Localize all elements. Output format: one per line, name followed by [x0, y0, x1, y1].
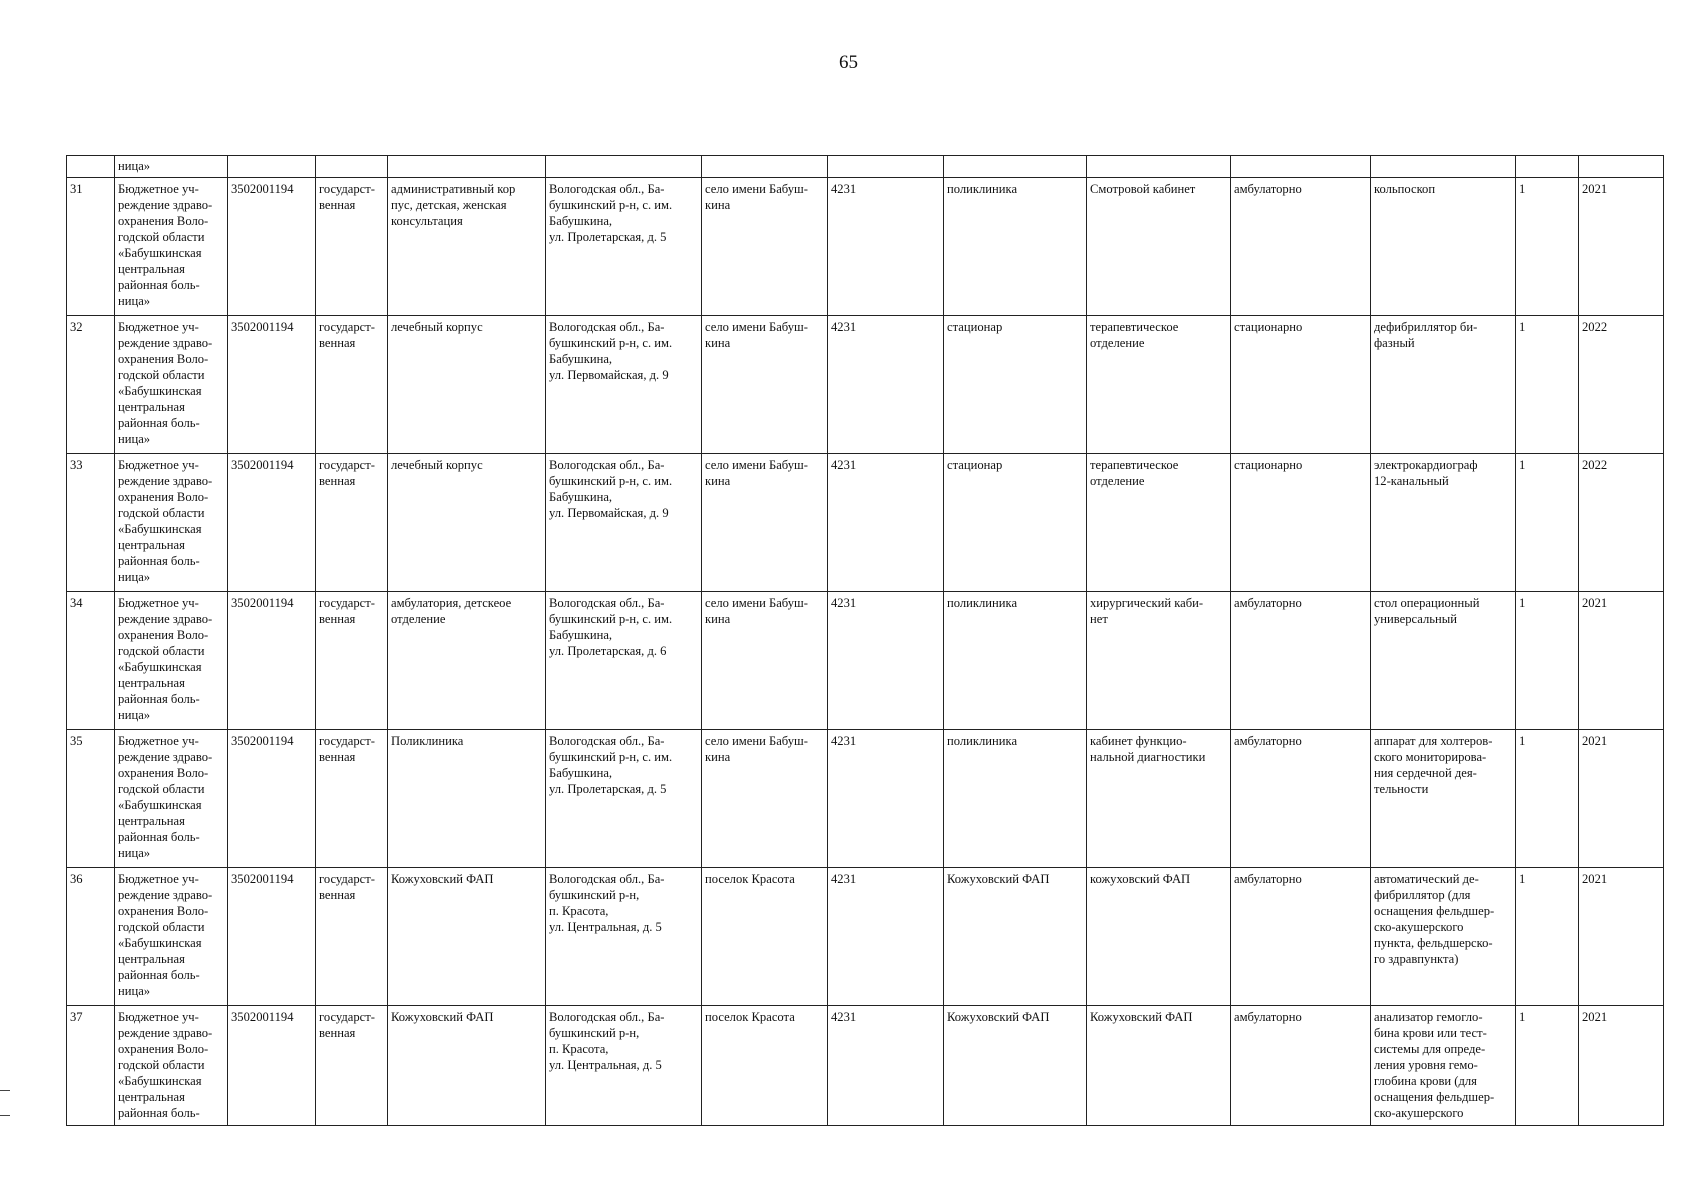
cell-org: Бюджетное уч- реждение здраво- охранения Воло- годской области «Бабушкинская центральная районная боль-	[115, 1006, 228, 1126]
cell-dept: хирургический каби- нет	[1087, 592, 1231, 730]
table-row	[67, 178, 1664, 316]
cell-org: Бюджетное уч- реждение здраво- охранения Воло- годской области «Бабушкинская центральная районная боль- ница»	[115, 316, 228, 454]
cell-building: Кожуховский ФАП	[388, 868, 546, 1006]
cell-form: государст- венная	[316, 592, 388, 730]
cell-code: 4231	[828, 592, 944, 730]
table-row	[67, 592, 1664, 730]
cell-code: 4231	[828, 868, 944, 1006]
table-row	[67, 730, 1664, 868]
cell-dept: Кожуховский ФАП	[1087, 1006, 1231, 1126]
cell-mode: стационарно	[1231, 454, 1371, 592]
cell-year: 2021	[1579, 1006, 1664, 1126]
cell-org: Бюджетное уч- реждение здраво- охранения Воло- годской области «Бабушкинская центральная районная боль- ница»	[115, 868, 228, 1006]
continuation-row	[67, 156, 1664, 178]
cell-year: 2022	[1579, 316, 1664, 454]
cell-building: Поликлиника	[388, 730, 546, 868]
cell-mode: амбулаторно	[1231, 178, 1371, 316]
cell-address: Вологодская обл., Ба- бушкинский р-н, п. Красота, ул. Центральная, д. 5	[546, 868, 702, 1006]
margin-mark	[0, 1090, 10, 1091]
cell-unit: Кожуховский ФАП	[944, 868, 1087, 1006]
cell-address: Вологодская обл., Ба- бушкинский р-н, с. им. Бабушкина, ул. Пролетарская, д. 6	[546, 592, 702, 730]
cell-qty: 1	[1516, 178, 1579, 316]
equipment-table	[66, 155, 1664, 1126]
cell-address	[546, 156, 702, 178]
cell-unit: Кожуховский ФАП	[944, 1006, 1087, 1126]
cell-code: 4231	[828, 316, 944, 454]
cell-code: 4231	[828, 1006, 944, 1126]
cell-code: 4231	[828, 454, 944, 592]
cell-dept	[1087, 156, 1231, 178]
cell-qty: 1	[1516, 592, 1579, 730]
cell-locality	[702, 156, 828, 178]
cell-inn: 3502001194	[228, 868, 316, 1006]
cell-num: 32	[67, 316, 115, 454]
cell-code: 4231	[828, 178, 944, 316]
cell-equipment	[1371, 156, 1516, 178]
cell-qty	[1516, 156, 1579, 178]
cell-org: Бюджетное уч- реждение здраво- охранения Воло- годской области «Бабушкинская центральная районная боль- ница»	[115, 178, 228, 316]
cell-locality: поселок Красота	[702, 868, 828, 1006]
cell-num: 37	[67, 1006, 115, 1126]
cell-locality: село имени Бабуш- кина	[702, 592, 828, 730]
table-row	[67, 454, 1664, 592]
cell-year: 2022	[1579, 454, 1664, 592]
cell-mode: амбулаторно	[1231, 1006, 1371, 1126]
cell-unit: стационар	[944, 316, 1087, 454]
cell-org: Бюджетное уч- реждение здраво- охранения Воло- годской области «Бабушкинская центральная районная боль- ница»	[115, 730, 228, 868]
cell-unit: стационар	[944, 454, 1087, 592]
cell-form: государст- венная	[316, 178, 388, 316]
cell-equipment: аппарат для холтеров- ского мониторирова- ния сердечной дея- тельности	[1371, 730, 1516, 868]
cell-org: Бюджетное уч- реждение здраво- охранения Воло- годской области «Бабушкинская центральная районная боль- ница»	[115, 454, 228, 592]
cell-equipment: электрокардиограф 12-канальный	[1371, 454, 1516, 592]
cell-dept: терапевтическое отделение	[1087, 454, 1231, 592]
cell-num	[67, 156, 115, 178]
cell-num: 35	[67, 730, 115, 868]
cell-building: административный кор пус, детская, женская консультация	[388, 178, 546, 316]
cell-building: амбулатория, детскеое отделение	[388, 592, 546, 730]
cell-address: Вологодская обл., Ба- бушкинский р-н, с. им. Бабушкина, ул. Пролетарская, д. 5	[546, 730, 702, 868]
cell-equipment: автоматический де- фибриллятор (для оснащения фельдшер- ско-акушерского пункта, фельдшерско- го здравпункта)	[1371, 868, 1516, 1006]
cell-unit	[944, 156, 1087, 178]
cell-form	[316, 156, 388, 178]
cell-locality: село имени Бабуш- кина	[702, 178, 828, 316]
cell-address: Вологодская обл., Ба- бушкинский р-н, с. им. Бабушкина, ул. Первомайская, д. 9	[546, 316, 702, 454]
cell-locality: село имени Бабуш- кина	[702, 730, 828, 868]
cell-dept: кожуховский ФАП	[1087, 868, 1231, 1006]
cell-year	[1579, 156, 1664, 178]
cell-unit: поликлиника	[944, 178, 1087, 316]
cell-inn: 3502001194	[228, 316, 316, 454]
cell-form: государст- венная	[316, 868, 388, 1006]
cell-unit: поликлиника	[944, 592, 1087, 730]
cell-address: Вологодская обл., Ба- бушкинский р-н, с. им. Бабушкина, ул. Пролетарская, д. 5	[546, 178, 702, 316]
table-row	[67, 868, 1664, 1006]
cell-qty: 1	[1516, 316, 1579, 454]
cell-code	[828, 156, 944, 178]
cell-inn: 3502001194	[228, 592, 316, 730]
cell-dept: Смотровой кабинет	[1087, 178, 1231, 316]
cell-num: 33	[67, 454, 115, 592]
cell-building: лечебный корпус	[388, 454, 546, 592]
cell-locality: село имени Бабуш- кина	[702, 454, 828, 592]
cell-locality: поселок Красота	[702, 1006, 828, 1126]
cell-form: государст- венная	[316, 1006, 388, 1126]
cell-qty: 1	[1516, 730, 1579, 868]
cell-year: 2021	[1579, 730, 1664, 868]
cell-inn	[228, 156, 316, 178]
cell-form: государст- венная	[316, 454, 388, 592]
cell-dept: терапевтическое отделение	[1087, 316, 1231, 454]
cell-mode: амбулаторно	[1231, 730, 1371, 868]
cell-num: 34	[67, 592, 115, 730]
cell-org: ница»	[115, 156, 228, 178]
cell-year: 2021	[1579, 178, 1664, 316]
cell-qty: 1	[1516, 1006, 1579, 1126]
cell-equipment: стол операционный универсальный	[1371, 592, 1516, 730]
cell-qty: 1	[1516, 454, 1579, 592]
cell-equipment: анализатор гемогло- бина крови или тест- системы для опреде- ления уровня гемо- глобина крови (для оснащения фельдшер- ско-акушерского	[1371, 1006, 1516, 1126]
cell-dept: кабинет функцио- нальной диагностики	[1087, 730, 1231, 868]
cell-building: Кожуховский ФАП	[388, 1006, 546, 1126]
cell-inn: 3502001194	[228, 1006, 316, 1126]
cell-building: лечебный корпус	[388, 316, 546, 454]
cell-num: 36	[67, 868, 115, 1006]
cell-num: 31	[67, 178, 115, 316]
margin-mark	[0, 1115, 10, 1116]
cell-mode: стационарно	[1231, 316, 1371, 454]
cell-form: государст- венная	[316, 730, 388, 868]
cell-equipment: дефибриллятор би- фазный	[1371, 316, 1516, 454]
cell-year: 2021	[1579, 868, 1664, 1006]
cell-inn: 3502001194	[228, 178, 316, 316]
cell-mode: амбулаторно	[1231, 592, 1371, 730]
cell-building	[388, 156, 546, 178]
cell-org: Бюджетное уч- реждение здраво- охранения Воло- годской области «Бабушкинская центральная районная боль- ница»	[115, 592, 228, 730]
cell-inn: 3502001194	[228, 730, 316, 868]
cell-qty: 1	[1516, 868, 1579, 1006]
cell-mode	[1231, 156, 1371, 178]
cell-year: 2021	[1579, 592, 1664, 730]
table-row	[67, 316, 1664, 454]
cell-code: 4231	[828, 730, 944, 868]
cell-equipment: кольпоскоп	[1371, 178, 1516, 316]
cell-locality: село имени Бабуш- кина	[702, 316, 828, 454]
cell-form: государст- венная	[316, 316, 388, 454]
cell-address: Вологодская обл., Ба- бушкинский р-н, с. им. Бабушкина, ул. Первомайская, д. 9	[546, 454, 702, 592]
cell-mode: амбулаторно	[1231, 868, 1371, 1006]
cell-unit: поликлиника	[944, 730, 1087, 868]
table-row	[67, 1006, 1664, 1126]
cell-address: Вологодская обл., Ба- бушкинский р-н, п. Красота, ул. Центральная, д. 5	[546, 1006, 702, 1126]
page-number: 65	[839, 52, 858, 73]
cell-inn: 3502001194	[228, 454, 316, 592]
